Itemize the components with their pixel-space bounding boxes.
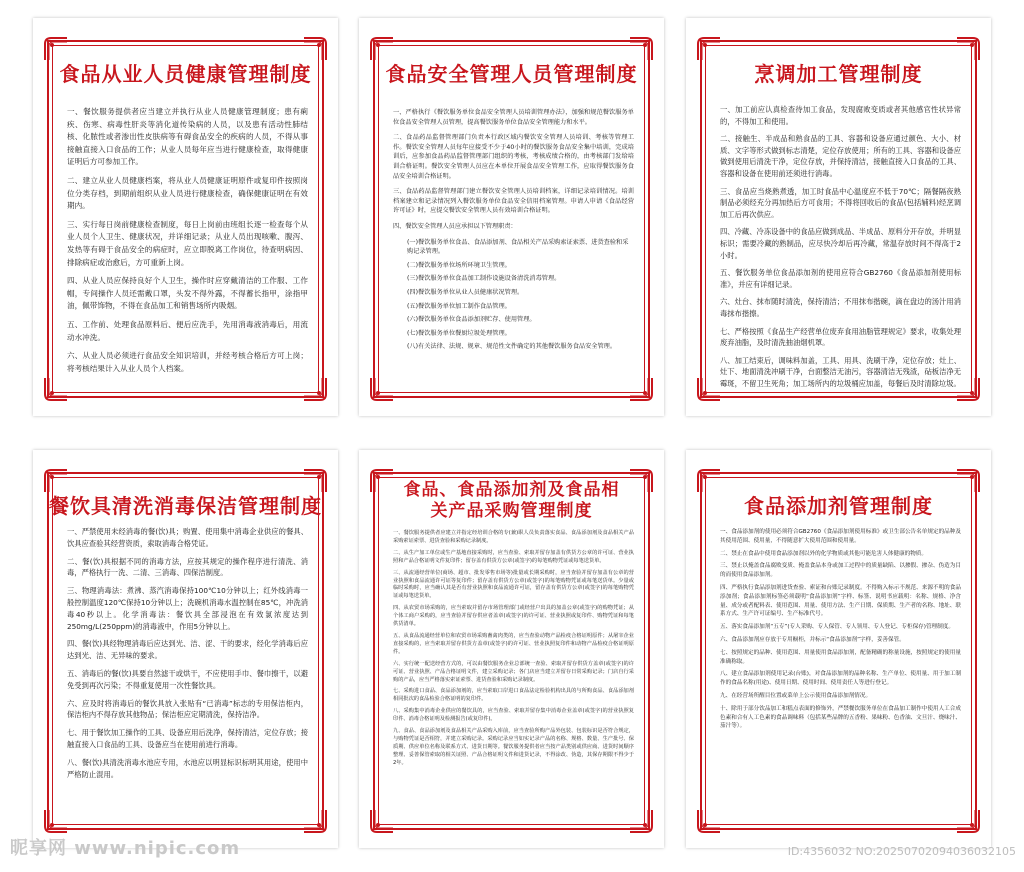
regulation-item: 一、餐饮服务提供者应建立并指定经培训合格的专(兼)职人员负责落实食品、食品添加剂及食品相关产品采购索证索票、进货查验和采购记录制度。 [393,530,634,544]
corner-ornament-icon [628,468,654,494]
corner-ornament-icon [43,376,69,402]
regulation-item: 三、禁止以掩盖食品腐败变质、掩盖食品本身或加工过程中的质量缺陷、以掺假、掺杂、伪造为目的而使用食品添加剂。 [720,563,961,579]
poster-title: 食品安全管理人员管理制度 [385,62,638,86]
regulation-subitem: (八)有关法律、法规、规章、规范性文件确定的其他餐饮服务食品安全管理。 [407,343,617,351]
regulation-item: 七、按照规定的品种、使用范围、用量使用食品添加剂，配备精确的称量设施，按照规定的使用量准确称取。 [720,649,961,665]
regulation-item: 六、应及时将消毒后的餐饮具放入张贴有“已消毒”标志的专用保洁柜内，保洁柜内不得存放其他物品；保洁柜应定期清洗，保持洁净。 [67,698,308,720]
corner-ornament-icon [369,376,395,402]
regulation-item: 三、实行每日岗前健康检查制度，每日上岗前由班组长逐一检查每个从业人员个人卫生、健康状况，并详细记录；从业人员出现咳嗽、腹泻、发热等有碍于食品安全的病症时，应立即脱离工作岗位，待查明病因、排除病症或治愈后，方可重新上岗。 [67,219,308,267]
regulation-item: 三、物理消毒法：煮沸、蒸汽消毒保持100℃10分钟以上；红外线消毒一般控制温度120℃保持10分钟以上；洗碗机消毒水温控制在85℃，冲洗消毒40秒以上。化学消毒法：餐饮具全部浸泡在有效氯浓度达到250mg/L(250ppm)的消毒液中，作用5分钟以上。 [67,586,308,631]
regulation-item: 二、餐(饮)具根据不同的消毒方法，应按其规定的操作程序进行清洗、消毒，严格执行一洗、二清、三消毒、四保洁制度。 [67,556,308,578]
regulation-item: 四、从农贸市场采购的，应当索取并留存市场管理部门或经营户出具的加盖公章(或签字)的购物凭证；从个体工商户采购的，应当查验并留存供应者盖章(或签字)的许可证、营业执照或复印件、购物凭证和每笔供货清单。 [393,605,634,628]
regulation-item: 一、严格执行《餐饮服务单位食品安全管理人员培训管理办法》，加强和规范餐饮服务单位食品安全管理人员管理，提高餐饮服务单位食品安全管理能力和水平。 [393,109,634,126]
corner-ornament-icon [369,808,395,834]
regulation-item: 二、接触生、半成品和熟食品的工具、容器和设备应通过颜色、大小、材质、文字等形式做到标志清楚，定位存放使用；所有的工具、容器和设备应做到使用后清洗干净，定位存放，并保持清洁，接触直接入口食品的工具、容器和设备在使用前还须进行消毒。 [720,134,961,178]
poster-title: 食品从业人员健康管理制度 [59,62,312,86]
regulation-item: 五、消毒后的餐(饮)具要自然滤干或烘干，不应使用手巾、餐巾擦干，以避免受到再次污染；不得重复使用一次性餐饮具。 [67,668,308,690]
regulation-subitem: (六)餐饮服务单位食品添加剂贮存、使用管理。 [407,316,536,324]
regulation-item: 一、加工前应认真检查待加工食品，发现腐败变质或者其他感官性状异常的，不得加工和使用。 [720,105,961,126]
regulation-item: 三、从流通经营单位(商场、超市、批发零售市场等)批量或长期采购时，应当查验并留存加盖有公章的营业执照和食品流通许可证等复印件；留存盖有供货方公章(或签字)的每笔购物凭证或每笔送货单。少量或临时采购时，应当确认其是否有营业执照和食品流通许可证，留存盖有供货方公章(或签字)的每笔购物凭证或每笔送货单。 [393,569,634,600]
corner-ornament-icon [628,808,654,834]
regulation-item: 二、从生产加工单位或生产基地直接采购时，应当查验、索取并留存加盖有供货方公章的许可证、营业执照和产品合格证明文件复印件；留存盖有供货方公章(或签字)的每笔购物凭证或每笔送货单。 [393,549,634,564]
regulation-subitem: (一)餐饮服务单位食品、食品添加剂、食品相关产品采购索证索票、进货查验和采购记录管理。 [407,238,629,256]
regulation-list [720,104,961,395]
regulation-item: 九、在经营场所醒目位置或菜单上公示使用食品添加剂情况。 [720,692,872,699]
regulation-list [393,530,634,772]
regulation-item: 四、餐饮安全管理人员应承担以下管理职责： [393,222,517,230]
poster-title: 餐饮具清洗消毒保洁管理制度 [49,494,322,518]
site-watermark: 昵享网 www.nipic.com [10,838,241,859]
regulation-item: 一、食品添加剂的使用必须符合GB2760《食品添加剂使用标准》或卫生部公告名单规定的品种及其使用范围、使用量，不得随意扩大使用范围和使用量。 [720,529,961,544]
regulation-item: 八、加工结束后，调味料加盖，工具、用具、洗刷干净，定位存放；灶上、灶下、地面清洗冲刷干净，台面整洁无油污，容器清洁无残渣，砧板洁净无霉斑，不留卫生死角；加工场所内的垃圾桶应加盖，每餐后及时清除垃圾。 [720,355,961,388]
regulation-subitem: (二)餐饮服务单位场所环境卫生管理。 [407,261,511,269]
regulation-item: 八、餐(饮)具清洗消毒水池应专用，水池应以明显标识标明其用途，使用中严格防止混用。 [67,757,308,779]
regulation-item: 二、禁止在食品中使用食品添加剂以外的化学物质或其他可能危害人体健康的物质。 [720,550,927,557]
regulation-list [393,108,634,356]
regulation-item: 三、食品应当烧熟煮透，加工时食品中心温度应不低于70℃；隔餐隔夜熟制品必须经充分再加热后方可食用；不得将回收后的食品(包括辅料)经烹调加工后再次供应。 [720,186,961,219]
poster-procurement [359,450,664,848]
image-id-watermark: ID:4356032 NO:20250702094036032105 [787,845,1016,858]
regulation-item: 七、用于餐饮加工操作的工具、设备应用后洗净，保持清洁，定位存放；接触直接入口食品的工具、设备应当在使用前进行消毒。 [67,728,308,749]
corner-ornament-icon [955,808,981,834]
regulation-item: 十、除用于部分饮品加工和糕点表面的修饰外，严禁餐饮服务单位在食品加工制作中使用人工合成色素和合有人工色素的食品调味料（包括某些品牌的五香粉、果味粉、色香油、文旦汁、烧味汁、茄汁等）。 [720,705,961,730]
poster-food-additives [686,450,991,848]
poster-tableware-disinfection [33,450,338,848]
regulation-list [67,526,308,786]
regulation-item: 二、建立从业人员健康档案，将从业人员健康证明原件或复印件按照岗位分类存档，到期前组织从业人员进行健康检查，确保健康证明在有效期内。 [67,175,308,211]
regulation-item: 九、食品、食品添加剂及食品相关产品采购入库前，应当查验所购产品外包装、包装标识是否符合规定，与购物凭证是否相符，并建立采购记录。采购记录应当如实记录产品的名称、规格、数量、生产批号、保质期、供应单位名称及联系方式、进货日期等。餐饮服务提供者应当按产品类别或供应商、进货时间顺序整理、妥善保管索取的相关证照、产品合格证明文件和进货记录，不得涂改、伪造，其保存期限不得少于2年。 [393,728,634,766]
regulation-item: 四、餐(饮)具经物理消毒后应达到光、洁、涩、干的要求，经化学消毒后应达到光、洁、无异味的要求。 [67,639,308,661]
regulation-item: 七、严格按照《食品生产经营单位废弃食用油脂管理规定》要求，收集处理废弃油脂，及时清洗抽油烟机罩。 [720,326,961,348]
corner-ornament-icon [696,808,722,834]
regulation-item: 四、从业人员应保持良好个人卫生，操作时应穿戴清洁的工作服、工作帽，专间操作人员还需戴口罩，头发不得外露，不得蓄长指甲，涂指甲油，佩带饰物，不得在食品加工和销售场所内吸烟。 [67,276,308,311]
regulation-item: 四、严格执行食品添加剂进货查验、索证和台账记录制度。不得购入标示不规范、来源不明的食品添加剂；食品添加剂标签必须载明“食品添加剂”字样、标签、说明书应载明：名称、规格、净含量、成分或者配料表、使用范围、用量、使用方法、生产日期、保质期、生产者的名称、地址、联系方式、生产许可证编号、生产标准代号。 [720,584,961,618]
regulation-subitem: (四)餐饮服务单位从业人员健康状况管理。 [407,288,524,296]
corner-ornament-icon [628,376,654,402]
regulation-item: 六、食品添加剂应存放于专用橱柜，并标示“食品添加剂”字样，妥善保管。 [720,636,905,643]
regulation-item: 五、落实食品添加剂“五专”(专人采购、专人保管、专人领用、专人登记、专柜保存)管理制度。 [720,624,954,631]
regulation-item: 四、冷藏、冷冻设备中的食品应做到成品、半成品、原料分开存放，并明显标识；需要冷藏的熟制品，应尽快冷却后再冷藏，常温存放时间不得高于2小时。 [720,227,961,260]
regulation-item: 三、食品药品监督管理部门建立餐饮安全管理人员培训档案，详细记录培训情况。培训档案建立和记录情况列入餐饮服务单位食品安全信用档案管理。申请人申请《食品经营许可证》时，应提交餐饮安全管理人员有效培训合格证明。 [393,188,634,215]
poster-health-management [33,18,338,416]
corner-ornament-icon [302,808,328,834]
poster-safety-manager [359,18,664,416]
regulation-list [67,106,308,381]
regulation-item: 六、从业人员必须进行食品安全知识培训，并经考核合格后方可上岗；将考核结果计入从业人员个人档案。 [67,351,308,373]
regulation-list [720,528,961,735]
corner-ornament-icon [696,376,722,402]
poster-cooking-process [686,18,991,416]
regulation-item: 六、实行统一配送经营方式的，可以由餐饮服务企业总部统一查验、索取并留存供货方盖章(或签字)的许可证、营业执照、产品合格证明文件，建立采购记录；各门店应当建立并留存日常采购记录；门店自行采购的产品，应当严格落实索证索票、进货查验和采购记录制度。 [393,660,634,683]
regulation-subitem: (五)餐饮服务单位加工制作食品管理。 [407,302,511,310]
corner-ornament-icon [369,468,395,494]
regulation-item: 五、餐饮服务单位食品添加剂的使用应符合GB2760《食品添加剂使用标准》，并应有详细记录。 [720,268,961,289]
poster-title: 烹调加工管理制度 [754,62,923,86]
regulation-item: 八、建立食品添加剂使用记录(台账)，对食品添加剂的品种名称、生产单位、使用量、用于加工制作的食品名称(用途)、使用日期、使用时间、使用责任人等进行登记。 [720,671,961,687]
corner-ornament-icon [43,808,69,834]
regulation-item: 八、采购集中消毒企业供应的餐饮具的，应当查验、索取并留存集中消毒企业盖章(或签字)的营业执照复印件、消毒合格证明及检测报告(或复印件)。 [393,708,634,723]
regulation-item: 六、灶台、抹布随时清洗，保持清洁；不用抹布揩碗，滴在盘边的汤汁用消毒抹布揩擦。 [720,297,961,318]
regulation-item: 五、从食品流通经营单位和农贸市场采购畜禽肉类的，应当查验动物产品检疫合格证明原件；从屠宰企业直接采购的，应当索取并留存供货方盖章(或签字)的许可证、营业执照复印件和动物产品检疫合格证明原件。 [393,632,634,655]
regulation-item: 七、采购进口食品、食品添加剂的，应当索取口岸进口食品法定检验机构出具的与所购食品、食品添加剂相同批次的食品检验合格证明的复印件。 [393,688,634,703]
regulation-item: 二、食品药品监督管理部门负责本行政区域内餐饮安全管理人员培训、考核等管理工作。餐饮安全管理人员每年应接受不少于40小时的餐饮服务食品安全集中培训，完成培训后，应参加食品药品监督管理部门组织的考核，考核成绩合格的，由考核部门发给培训合格证明。餐饮安全管理人员应在本单位开展食品安全管理工作，应取得餐饮服务食品安全培训合格证明。 [393,134,634,180]
regulation-item: 一、餐饮服务提供者应当建立并执行从业人员健康管理制度；患有痢疾、伤寒、病毒性肝炎等消化道传染病的人员，以及患有活动性肺结核、化脓性或者渗出性皮肤病等有碍食品安全的疾病的人员，不得从事接触直接入口食品的工作；从业人员每年应当进行健康检查，取得健康证明后方可参加工作。 [67,107,308,167]
regulation-subitem: (三)餐饮服务单位食品加工制作设施设备清洗消毒管理。 [407,275,561,283]
regulation-item: 一、严禁使用未经消毒的餐(饮)具；购置、使用集中消毒企业供应的餐具、饮具应查验其经营资质，索取消毒合格凭证。 [67,527,308,548]
poster-title: 食品、食品添加剂及食品相关产品采购管理制度 [403,480,620,521]
poster-title: 食品添加剂管理制度 [744,494,933,518]
regulation-subitem: (七)餐饮服务单位餐厨垃圾处理管理。 [407,329,511,337]
regulation-item: 五、工作前、处理食品原料后、便后应洗手，先用消毒液消毒后，用流动水冲洗。 [67,319,308,342]
